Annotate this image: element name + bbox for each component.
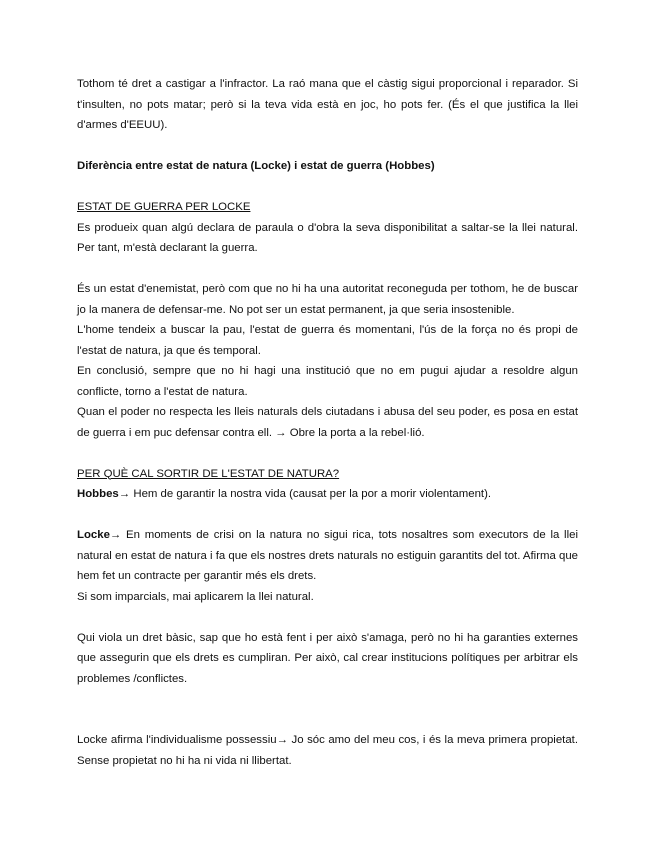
document-page	[77, 74, 578, 771]
intro-paragraph: Tothom té dret a castigar a l'infractor. La raó mana que el càstig sigui proporcional i reparador. Si t'insulten, no pots matar; però si la teva vida està en joc, ho pots fer. (És el que justifica la llei d'armes d'EEUU).	[77, 78, 578, 131]
section1-title: ESTAT DE GUERRA PER LOCKE	[77, 201, 251, 213]
spacer	[77, 710, 578, 731]
section2-paragraph-3: Qui viola un dret bàsic, sap que ho està fent i per això s'amaga, però no hi ha garanties externes que assegurin que els drets es cumpliran. Per això, cal crear institucions polítiques per arbitrar els problemes /conflictes.	[77, 631, 578, 685]
spacer	[77, 607, 578, 628]
section-heading: Diferència entre estat de natura (Locke) i estat de guerra (Hobbes)	[77, 160, 435, 172]
locke-text: → En moments de crisi on la natura no sigui rica, tots nosaltres som executors de la llei natural en estat de natura i fa que els nostres drets naturals no estiguin garantits del tot. Afirma que hem fet un contracte per garantir més els drets.	[77, 529, 578, 582]
hobbes-label: Hobbes	[77, 488, 119, 500]
spacer	[77, 259, 578, 280]
hobbes-paragraph	[77, 484, 578, 505]
section2-title: PER QUÈ CAL SORTIR DE L'ESTAT DE NATURA?	[77, 467, 340, 480]
spacer	[77, 443, 578, 464]
locke-paragraph-2: Si som imparcials, mai aplicarem la llei natural.	[77, 590, 314, 603]
section1-paragraph-4: En conclusió, sempre que no hi hagi una institució que no em pugui ajudar a resoldre algun conflicte, torno a l'estat de natura.	[77, 365, 578, 398]
locke-paragraph	[77, 525, 578, 587]
section2-paragraph-4: Locke afirma l'individualisme possessiu→ Jo sóc amo del meu cos, i és la meva primera propietat. Sense propietat no hi ha ni vida ni llibertat.	[77, 734, 578, 767]
locke-label: Locke	[77, 529, 110, 541]
spacer	[77, 177, 578, 198]
hobbes-text: → Hem de garantir la nostra vida (causat per la por a morir violentament).	[118, 488, 492, 500]
section1-paragraph-3: L'home tendeix a buscar la pau, l'estat de guerra és momentani, l'ús de la força no és propi de l'estat de natura, ja que és temporal.	[77, 324, 578, 357]
spacer	[77, 505, 578, 526]
spacer	[77, 689, 578, 710]
spacer	[77, 136, 578, 157]
section1-paragraph-2: És un estat d'enemistat, però com que no hi ha una autoritat reconeguda per tothom, he de buscar jo la manera de defensar-me. No pot ser un estat permanent, ja que seria insostenible.	[77, 283, 578, 316]
section1-paragraph-5: Quan el poder no respecta les lleis naturals dels ciutadans i abusa del seu poder, es posa en estat de guerra i em puc defensar contra ell. → Obre la porta a la rebel·lió.	[77, 406, 578, 439]
section1-paragraph-1: Es produeix quan algú declara de paraula o d'obra la seva disponibilitat a saltar-se la llei natural. Per tant, m'està declarant la guerra.	[77, 221, 578, 254]
